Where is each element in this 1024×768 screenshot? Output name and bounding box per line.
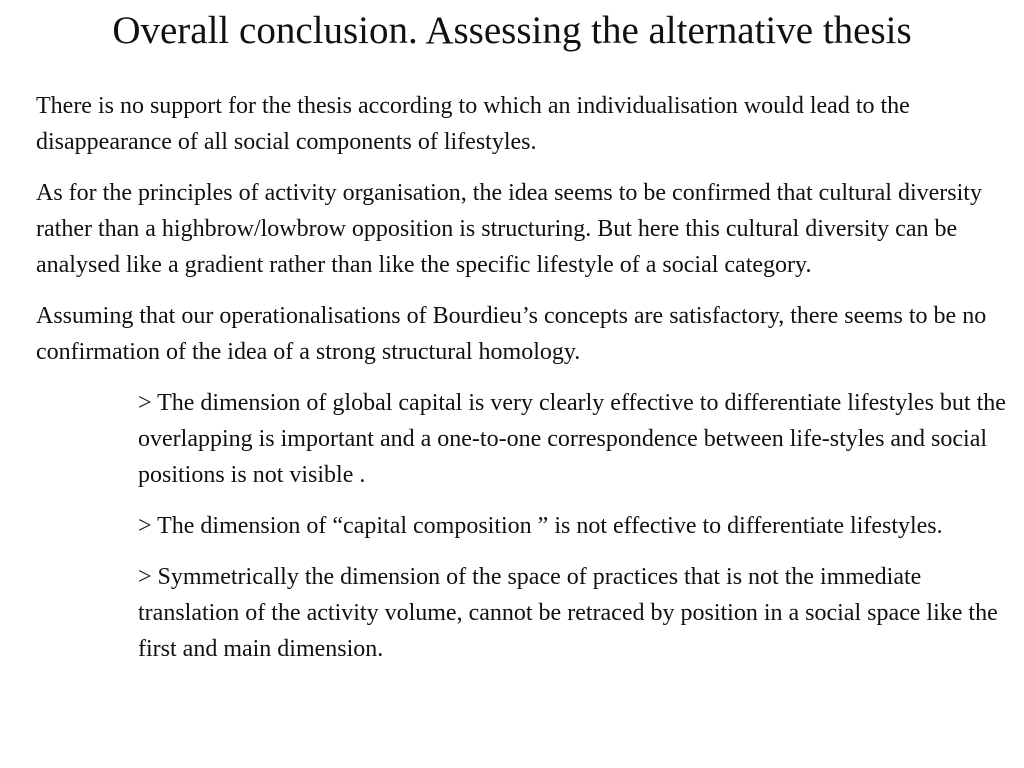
sub-point-capital-composition: > The dimension of “capital composition ” is not effective to differentiate lifestyles. [138,513,943,539]
sub-point-space-of-practices: > Symmetrically the dimension of the space of practices that is not the immediate translation of the activity volume, cannot be retraced by position in a social space like the first and main dimension. [138,564,998,662]
sub-point-global-capital: > The dimension of global capital is very clearly effective to differentiate lifestyles but the overlapping is important and a one-to-one correspondence between life-styles and social positions is not visible . [138,390,1006,488]
slide-title: Overall conclusion. Assessing the alternative thesis [112,9,912,52]
slide-body [36,88,1020,682]
paragraph-activity-organisation: As for the principles of activity organisation, the idea seems to be confirmed that cultural diversity rather than a highbrow/lowbrow opposition is structuring. But here this cultural diversity can be analysed like a gradient rather than like the specific lifestyle of a social category. [36,180,982,278]
paragraph-individualisation: There is no support for the thesis according to which an individualisation would lead to the disappearance of all social components of lifestyles. [36,93,910,155]
paragraph-structural-homology: Assuming that our operationalisations of Bourdieu’s concepts are satisfactory, there seems to be no confirmation of the idea of a strong structural homology. [36,303,987,365]
